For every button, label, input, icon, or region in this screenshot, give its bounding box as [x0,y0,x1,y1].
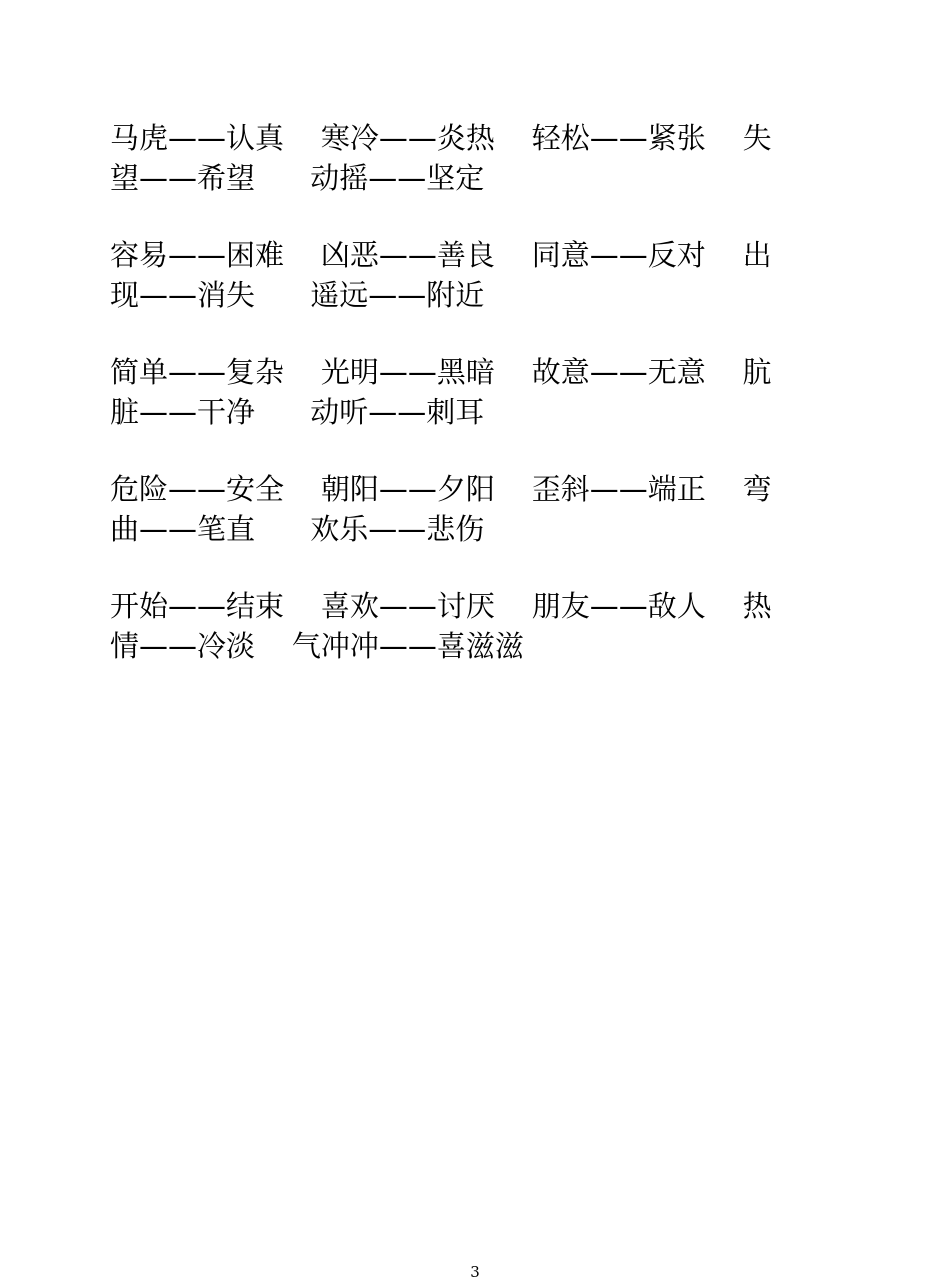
paragraph-line: 望——希望 动摇——坚定 [110,161,485,195]
paragraph-line: 开始——结束 喜欢——讨厌 朋友——敌人 热 [110,589,772,623]
paragraph-line: 马虎——认真 寒冷——炎热 轻松——紧张 失 [110,121,772,155]
paragraph-line: 情——冷淡 气冲冲——喜滋滋 [110,629,524,663]
paragraph-line: 容易——困难 凶恶——善良 同意——反对 出 [110,238,772,272]
antonym-paragraph-4 [110,469,840,549]
paragraph-line: 曲——笔直 欢乐——悲伤 [110,512,485,546]
antonym-paragraph-5 [110,586,840,666]
paragraph-line: 现——消失 遥远——附近 [110,278,485,312]
paragraph-line: 脏——干净 动听——刺耳 [110,395,485,429]
page-number: 3 [470,1263,480,1281]
paragraph-line: 简单——复杂 光明——黑暗 故意——无意 肮 [110,355,772,389]
antonym-paragraph-3 [110,352,840,432]
antonym-paragraph-1 [110,118,840,198]
paragraph-line: 危险——安全 朝阳——夕阳 歪斜——端正 弯 [110,472,772,506]
antonym-paragraph-2 [110,235,840,315]
